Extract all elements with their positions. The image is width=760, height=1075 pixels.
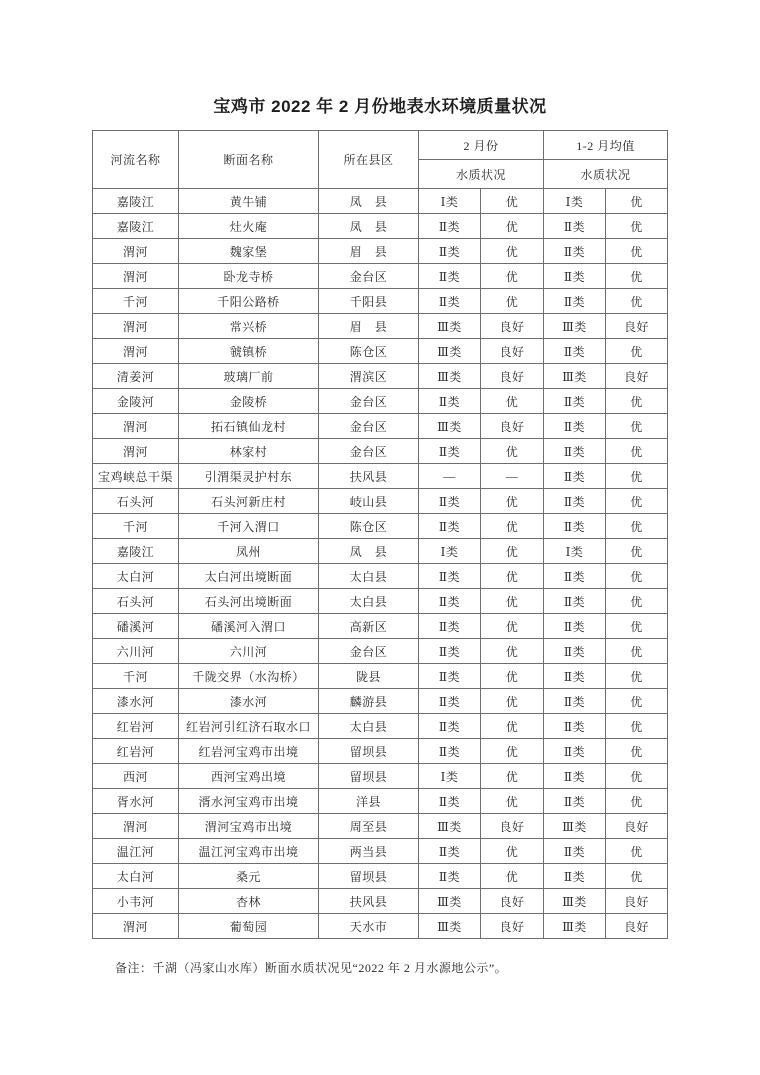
table-row [93,364,668,389]
cell-avg-status: 优 [606,289,668,314]
cell-river: 西河 [93,764,179,789]
cell-county: 岐山县 [319,489,419,514]
table-row [93,514,668,539]
cell-river: 红岩河 [93,714,179,739]
cell-feb-class: Ⅲ类 [419,814,481,839]
cell-feb-status: 优 [481,214,544,239]
table-row [93,914,668,939]
cell-avg-class: Ⅲ类 [544,889,606,914]
cell-avg-status: 优 [606,589,668,614]
cell-feb-status: 优 [481,864,544,889]
cell-avg-status: 优 [606,864,668,889]
table-row [93,239,668,264]
cell-avg-status: 优 [606,839,668,864]
cell-avg-status: 良好 [606,314,668,339]
cell-feb-status: 良好 [481,889,544,914]
cell-feb-class: Ⅱ类 [419,614,481,639]
cell-river: 六川河 [93,639,179,664]
cell-river: 石头河 [93,589,179,614]
cell-avg-class: Ⅱ类 [544,789,606,814]
cell-avg-class: Ⅰ类 [544,189,606,214]
cell-section: 葡萄园 [179,914,319,939]
table-row [93,714,668,739]
cell-section: 漆水河 [179,689,319,714]
table-row [93,264,668,289]
cell-section: 玻璃厂前 [179,364,319,389]
cell-feb-class: Ⅲ类 [419,914,481,939]
cell-section: 红岩河宝鸡市出境 [179,739,319,764]
cell-river: 渭河 [93,414,179,439]
cell-feb-class: Ⅱ类 [419,564,481,589]
cell-avg-class: Ⅱ类 [544,239,606,264]
cell-feb-status: 良好 [481,364,544,389]
cell-avg-status: 优 [606,714,668,739]
cell-avg-status: 优 [606,339,668,364]
cell-river: 温江河 [93,839,179,864]
cell-county: 凤 县 [319,539,419,564]
table-header [93,131,668,189]
table-row [93,614,668,639]
cell-feb-class: Ⅰ类 [419,764,481,789]
cell-section: 六川河 [179,639,319,664]
cell-section: 西河宝鸡出境 [179,764,319,789]
cell-avg-class: Ⅱ类 [544,639,606,664]
cell-section: 千陇交界（水沟桥） [179,664,319,689]
cell-section: 千河入渭口 [179,514,319,539]
cell-avg-class: Ⅱ类 [544,514,606,539]
cell-feb-class: Ⅱ类 [419,589,481,614]
cell-avg-class: Ⅱ类 [544,739,606,764]
cell-feb-class: Ⅱ类 [419,864,481,889]
cell-feb-status: 良好 [481,314,544,339]
cell-avg-class: Ⅱ类 [544,289,606,314]
table-row [93,414,668,439]
cell-section: 红岩河引红济石取水口 [179,714,319,739]
table-row [93,664,668,689]
cell-avg-class: Ⅲ类 [544,314,606,339]
cell-avg-class: Ⅱ类 [544,464,606,489]
cell-county: 留坝县 [319,739,419,764]
table-row [93,739,668,764]
cell-feb-status: 优 [481,264,544,289]
cell-avg-class: Ⅱ类 [544,864,606,889]
cell-county: 陈仓区 [319,339,419,364]
cell-avg-class: Ⅱ类 [544,589,606,614]
cell-section: 石头河出境断面 [179,589,319,614]
cell-feb-status: 良好 [481,914,544,939]
cell-section: 凤州 [179,539,319,564]
cell-section: 灶火庵 [179,214,319,239]
cell-river: 漆水河 [93,689,179,714]
cell-county: 凤 县 [319,214,419,239]
cell-feb-status: 优 [481,489,544,514]
cell-county: 渭滨区 [319,364,419,389]
cell-county: 洋县 [319,789,419,814]
cell-feb-status: 优 [481,614,544,639]
cell-feb-status: 良好 [481,814,544,839]
cell-river: 清姜河 [93,364,179,389]
cell-river: 嘉陵江 [93,539,179,564]
cell-section: 拓石镇仙龙村 [179,414,319,439]
cell-river: 渭河 [93,314,179,339]
cell-river: 渭河 [93,339,179,364]
cell-county: 凤 县 [319,189,419,214]
cell-avg-status: 优 [606,514,668,539]
cell-feb-class: — [419,464,481,489]
cell-feb-status: 优 [481,839,544,864]
cell-avg-class: Ⅱ类 [544,489,606,514]
cell-feb-class: Ⅱ类 [419,389,481,414]
cell-county: 两当县 [319,839,419,864]
cell-section: 千阳公路桥 [179,289,319,314]
cell-feb-status: 优 [481,539,544,564]
cell-feb-class: Ⅱ类 [419,514,481,539]
table-row [93,439,668,464]
cell-avg-status: 优 [606,664,668,689]
col-header-february: 2 月份 [419,131,544,160]
cell-feb-status: 优 [481,239,544,264]
table-body [93,189,668,939]
cell-avg-class: Ⅱ类 [544,564,606,589]
cell-county: 留坝县 [319,864,419,889]
cell-county: 眉 县 [319,239,419,264]
cell-avg-class: Ⅱ类 [544,664,606,689]
cell-feb-class: Ⅱ类 [419,639,481,664]
cell-feb-class: Ⅱ类 [419,239,481,264]
table-row [93,339,668,364]
cell-county: 陇县 [319,664,419,689]
cell-avg-status: 优 [606,464,668,489]
cell-feb-status: 优 [481,189,544,214]
cell-county: 陈仓区 [319,514,419,539]
table-row [93,464,668,489]
cell-river: 千河 [93,664,179,689]
cell-feb-status: 优 [481,589,544,614]
cell-county: 太白县 [319,589,419,614]
cell-avg-status: 优 [606,739,668,764]
cell-county: 太白县 [319,714,419,739]
cell-feb-class: Ⅱ类 [419,739,481,764]
cell-county: 留坝县 [319,764,419,789]
table-row [93,289,668,314]
table-row [93,389,668,414]
cell-feb-class: Ⅰ类 [419,189,481,214]
cell-avg-class: Ⅱ类 [544,214,606,239]
cell-avg-class: Ⅱ类 [544,389,606,414]
cell-river: 渭河 [93,439,179,464]
cell-avg-status: 优 [606,389,668,414]
cell-river: 石头河 [93,489,179,514]
cell-feb-status: 优 [481,389,544,414]
table-row [93,214,668,239]
table-row [93,814,668,839]
cell-river: 渭河 [93,814,179,839]
table-row [93,314,668,339]
cell-section: 林家村 [179,439,319,464]
cell-avg-class: Ⅱ类 [544,414,606,439]
cell-river: 红岩河 [93,739,179,764]
cell-river: 千河 [93,514,179,539]
cell-river: 千河 [93,289,179,314]
col-header-jan-feb-avg: 1-2 月均值 [544,131,668,160]
cell-avg-class: Ⅲ类 [544,364,606,389]
cell-river: 宝鸡峡总干渠 [93,464,179,489]
cell-avg-class: Ⅱ类 [544,764,606,789]
cell-avg-status: 优 [606,789,668,814]
header-row-1 [93,131,668,160]
cell-river: 金陵河 [93,389,179,414]
cell-section: 磻溪河入渭口 [179,614,319,639]
cell-section: 黄牛铺 [179,189,319,214]
cell-section: 湑水河宝鸡市出境 [179,789,319,814]
cell-county: 麟游县 [319,689,419,714]
cell-section: 虢镇桥 [179,339,319,364]
cell-avg-class: Ⅱ类 [544,689,606,714]
table-row [93,639,668,664]
cell-avg-class: Ⅱ类 [544,714,606,739]
cell-river: 胥水河 [93,789,179,814]
cell-avg-class: Ⅱ类 [544,839,606,864]
cell-avg-status: 优 [606,439,668,464]
cell-feb-status: 优 [481,564,544,589]
cell-feb-class: Ⅲ类 [419,889,481,914]
cell-avg-status: 良好 [606,914,668,939]
cell-avg-class: Ⅱ类 [544,339,606,364]
cell-county: 千阳县 [319,289,419,314]
cell-section: 卧龙寺桥 [179,264,319,289]
cell-feb-status: 优 [481,714,544,739]
table-row [93,789,668,814]
cell-avg-status: 优 [606,614,668,639]
table-row [93,864,668,889]
cell-feb-class: Ⅲ类 [419,414,481,439]
cell-avg-class: Ⅱ类 [544,614,606,639]
table-row [93,839,668,864]
table-row [93,689,668,714]
col-header-quality-status-feb: 水质状况 [419,160,544,189]
cell-feb-status: 良好 [481,414,544,439]
cell-county: 扶风县 [319,464,419,489]
cell-county: 金台区 [319,439,419,464]
cell-feb-class: Ⅱ类 [419,689,481,714]
cell-section: 温江河宝鸡市出境 [179,839,319,864]
cell-county: 周至县 [319,814,419,839]
cell-feb-class: Ⅱ类 [419,214,481,239]
table-row [93,589,668,614]
cell-avg-status: 良好 [606,889,668,914]
cell-feb-class: Ⅱ类 [419,289,481,314]
cell-feb-status: 优 [481,764,544,789]
table-row [93,889,668,914]
cell-river: 小韦河 [93,889,179,914]
cell-county: 金台区 [319,389,419,414]
cell-feb-class: Ⅱ类 [419,439,481,464]
cell-section: 魏家堡 [179,239,319,264]
cell-section: 金陵桥 [179,389,319,414]
cell-feb-status: 优 [481,739,544,764]
cell-feb-class: Ⅱ类 [419,489,481,514]
page-title: 宝鸡市 2022 年 2 月份地表水环境质量状况 [213,97,547,116]
cell-section: 太白河出境断面 [179,564,319,589]
cell-avg-status: 优 [606,189,668,214]
table-row [93,764,668,789]
cell-section: 杏林 [179,889,319,914]
cell-feb-status: 优 [481,514,544,539]
col-header-quality-status-avg: 水质状况 [544,160,668,189]
table-row [93,564,668,589]
cell-river: 嘉陵江 [93,189,179,214]
cell-river: 太白河 [93,864,179,889]
cell-county: 眉 县 [319,314,419,339]
cell-river: 渭河 [93,264,179,289]
cell-section: 桑元 [179,864,319,889]
cell-feb-status: 优 [481,789,544,814]
cell-river: 渭河 [93,239,179,264]
cell-avg-status: 优 [606,489,668,514]
cell-avg-status: 优 [606,689,668,714]
cell-river: 太白河 [93,564,179,589]
cell-section: 石头河新庄村 [179,489,319,514]
cell-section: 引渭渠灵护村东 [179,464,319,489]
cell-feb-status: 优 [481,289,544,314]
cell-river: 嘉陵江 [93,214,179,239]
cell-feb-status: 优 [481,439,544,464]
cell-avg-class: Ⅲ类 [544,914,606,939]
cell-county: 扶风县 [319,889,419,914]
cell-feb-status: 优 [481,639,544,664]
cell-avg-status: 良好 [606,814,668,839]
cell-avg-status: 优 [606,639,668,664]
cell-avg-status: 优 [606,564,668,589]
table-row [93,539,668,564]
cell-feb-class: Ⅱ类 [419,664,481,689]
cell-county: 太白县 [319,564,419,589]
cell-section: 渭河宝鸡市出境 [179,814,319,839]
cell-avg-status: 优 [606,239,668,264]
cell-river: 磻溪河 [93,614,179,639]
cell-feb-status: — [481,464,544,489]
cell-feb-status: 优 [481,664,544,689]
cell-avg-class: Ⅱ类 [544,264,606,289]
cell-county: 金台区 [319,264,419,289]
cell-avg-class: Ⅱ类 [544,439,606,464]
cell-avg-class: Ⅰ类 [544,539,606,564]
water-quality-table [92,130,668,939]
cell-feb-class: Ⅲ类 [419,314,481,339]
cell-feb-status: 良好 [481,339,544,364]
table-row [93,189,668,214]
cell-county: 金台区 [319,414,419,439]
cell-avg-status: 良好 [606,364,668,389]
footnote: 备注：千湖（冯家山水库）断面水质状况见“2022 年 2 月水源地公示”。 [115,961,508,975]
cell-feb-class: Ⅱ类 [419,714,481,739]
cell-feb-status: 优 [481,689,544,714]
cell-avg-status: 优 [606,214,668,239]
cell-river: 渭河 [93,914,179,939]
cell-feb-class: Ⅲ类 [419,339,481,364]
cell-avg-status: 优 [606,539,668,564]
cell-avg-status: 优 [606,264,668,289]
col-header-river: 河流名称 [93,131,179,189]
cell-avg-status: 优 [606,414,668,439]
cell-avg-status: 优 [606,764,668,789]
cell-avg-class: Ⅲ类 [544,814,606,839]
cell-county: 天水市 [319,914,419,939]
cell-feb-class: Ⅱ类 [419,789,481,814]
cell-feb-class: Ⅱ类 [419,264,481,289]
cell-feb-class: Ⅱ类 [419,839,481,864]
cell-section: 常兴桥 [179,314,319,339]
table-row [93,489,668,514]
cell-feb-class: Ⅰ类 [419,539,481,564]
cell-county: 高新区 [319,614,419,639]
cell-county: 金台区 [319,639,419,664]
col-header-section: 断面名称 [179,131,319,189]
cell-feb-class: Ⅲ类 [419,364,481,389]
col-header-county: 所在县区 [319,131,419,189]
